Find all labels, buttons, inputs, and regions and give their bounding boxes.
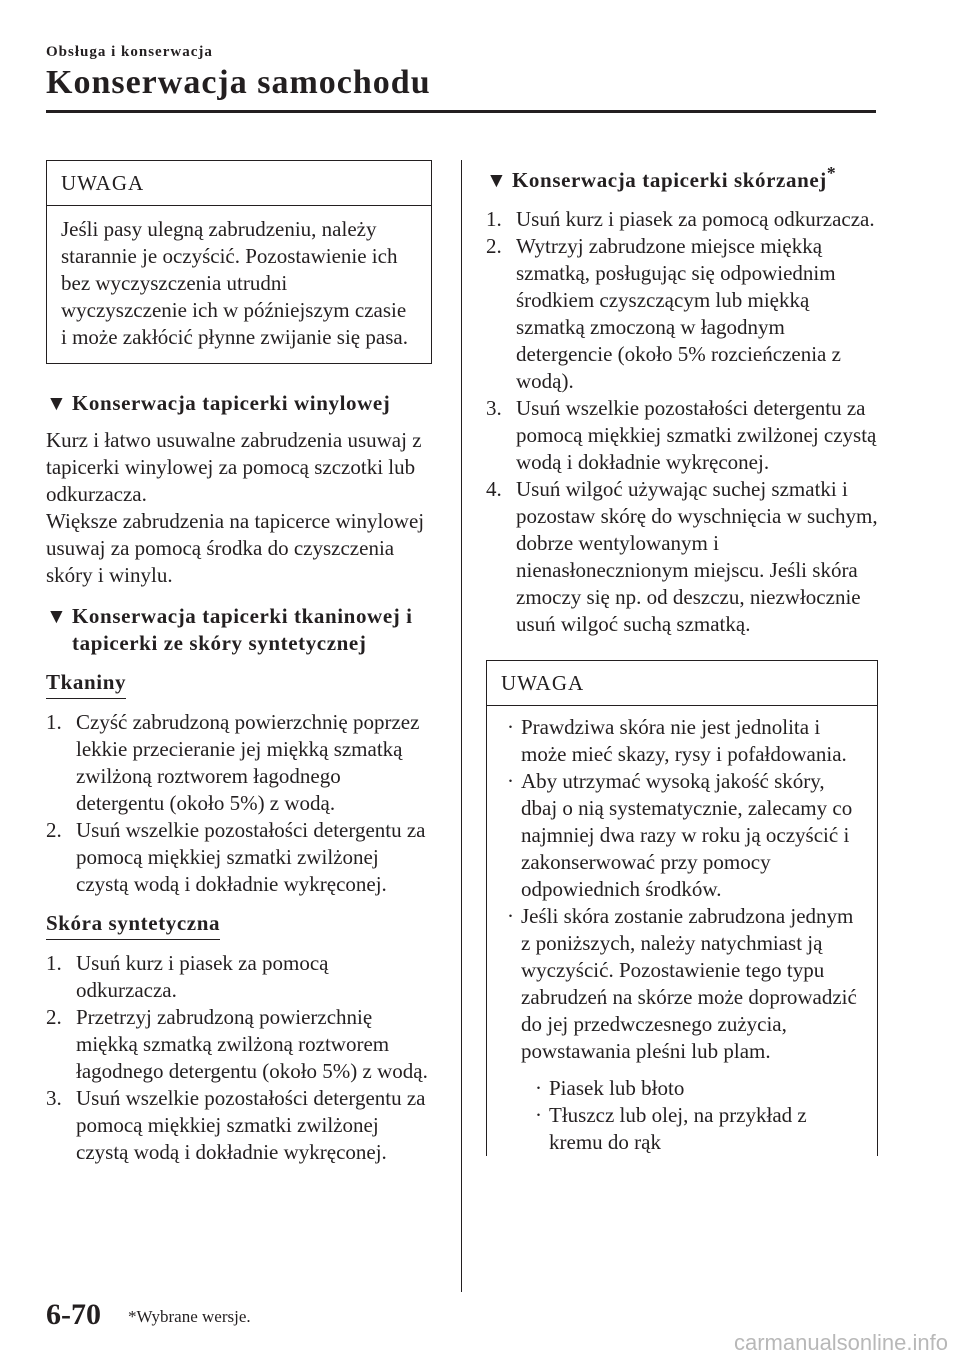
bullet-icon: · <box>535 1076 542 1100</box>
note-body <box>487 706 877 1156</box>
left-column <box>46 160 432 1166</box>
step-number: 2. <box>486 234 502 258</box>
step-text: Usuń kurz i piasek za pomocą odkurzacza. <box>76 951 329 1002</box>
step-number: 1. <box>46 951 62 975</box>
step-text: Usuń kurz i piasek za pomocą odkurzacza. <box>516 207 875 231</box>
subheading-synthetic-leather: Skóra syntetyczna <box>46 910 220 940</box>
step-text: Usuń wszelkie pozostałości detergentu za pomocą miękkiej szmatki zwilżonej czystą wodą i dokładnie wykręconej. <box>516 396 877 474</box>
step-number: 2. <box>46 818 62 842</box>
step-number: 3. <box>486 396 502 420</box>
paragraph: Większe zabrudzenia na tapicerce winylowej usuwaj za pomocą środka do czyszczenia skóry i winylu. <box>46 509 425 587</box>
list-item <box>46 817 432 898</box>
page-title: Konserwacja samochodu <box>46 64 431 101</box>
step-number: 1. <box>46 710 62 734</box>
section-label: Obsługa i konserwacja <box>46 44 213 60</box>
bullet-icon: · <box>507 715 514 739</box>
list-item <box>46 1004 432 1085</box>
list-item <box>46 1085 432 1166</box>
note-sub-bullet-list <box>501 1075 863 1156</box>
note-box-leather <box>486 660 878 1156</box>
note-title: UWAGA <box>47 161 431 206</box>
bullet-text: Aby utrzymać wysoką jakość skóry, dbaj o nią systematycznie, zalecamy co najmniej dwa razy w roku ją oczyścić i zakonserwować przy pomocy odpowiednich środków. <box>521 769 853 901</box>
step-text: Usuń wszelkie pozostałości detergentu za pomocą miękkiej szmatki zwilżonej czystą wodą i dokładnie wykręconej. <box>76 818 426 896</box>
step-number: 1. <box>486 207 502 231</box>
list-item <box>46 950 432 1004</box>
section-heading-fabric <box>46 603 432 657</box>
bullet-icon: · <box>535 1103 542 1127</box>
section-heading-text: Konserwacja tapicerki tkaninowej i tapicerki ze skóry syntetycznej <box>72 604 413 655</box>
list-item <box>501 768 863 903</box>
note-title: UWAGA <box>487 661 877 706</box>
note-bullet-list <box>501 714 863 1065</box>
step-text: Czyść zabrudzoną powierzchnię poprzez lekkie przecieranie jej miękką szmatką zwilżoną roztworem łagodnego detergentu (około 5%) z wodą. <box>76 710 420 815</box>
step-number: 4. <box>486 477 502 501</box>
section-heading-leather <box>486 160 878 194</box>
step-text: Przetrzyj zabrudzoną powierzchnię miękką szmatką zwilżoną roztworem łagodnego detergentu (około 5%) z wodą. <box>76 1005 428 1083</box>
triangle-marker-icon: ▼ <box>486 168 508 192</box>
column-divider <box>461 160 462 1292</box>
steps-list-synthetic <box>46 950 432 1166</box>
list-item <box>486 233 878 395</box>
bullet-text: Piasek lub błoto <box>549 1076 685 1100</box>
steps-list-fabrics <box>46 709 432 898</box>
optional-equipment-mark: * <box>826 163 837 183</box>
step-text: Wytrzyj zabrudzone miejsce miękką szmatką, posługując się odpowiednim środkiem czyszczącym lub miękką szmatką zmoczoną w łagodnym detergencie (około 5% rozcieńczenia z wodą). <box>516 234 841 393</box>
step-number: 3. <box>46 1086 62 1110</box>
note-body <box>47 206 431 363</box>
list-item <box>501 1102 863 1156</box>
step-text: Usuń wilgoć używając suchej szmatki i pozostaw skórę do wyschnięcia w suchym, dobrze wentylowanym i nienasłonecznionym miejscu. Jeśli skóra zmoczy się np. od deszczu, niezwłocznie usuń wilgoć suchą szmatką. <box>516 477 878 636</box>
list-item <box>486 206 878 233</box>
list-item <box>501 714 863 768</box>
list-item <box>46 709 432 817</box>
step-number: 2. <box>46 1005 62 1029</box>
section-heading-text: Konserwacja tapicerki skórzanej <box>512 168 827 192</box>
note-box-belts <box>46 160 432 364</box>
bullet-text: Tłuszcz lub olej, na przykład z kremu do rąk <box>549 1103 807 1154</box>
step-text: Usuń wszelkie pozostałości detergentu za pomocą miękkiej szmatki zwilżonej czystą wodą i dokładnie wykręconej. <box>76 1086 426 1164</box>
footnote: *Wybrane wersje. <box>128 1307 251 1326</box>
right-column <box>486 160 878 1156</box>
list-item <box>501 903 863 1065</box>
watermark: carmanualsonline.info <box>733 1330 948 1355</box>
page-number: 6-70 <box>46 1298 101 1331</box>
note-text: Jeśli pasy ulegną zabrudzeniu, należy starannie je oczyścić. Pozostawienie ich bez wyczyszczenia utrudni wyczyszczenie ich w późniejszym czasie i może zakłócić płynne zwijanie się pasa. <box>61 217 408 349</box>
list-item <box>486 476 878 638</box>
bullet-icon: · <box>507 904 514 928</box>
paragraph: Kurz i łatwo usuwalne zabrudzenia usuwaj z tapicerki winylowej za pomocą szczotki lub odkurzacza. <box>46 428 422 506</box>
triangle-marker-icon: ▼ <box>46 391 68 415</box>
bullet-text: Prawdziwa skóra nie jest jednolita i może mieć skazy, rysy i pofałdowania. <box>521 715 847 766</box>
triangle-marker-icon: ▼ <box>46 604 68 628</box>
section-heading-vinyl <box>46 390 432 417</box>
list-item <box>486 395 878 476</box>
bullet-text: Jeśli skóra zostanie zabrudzona jednym z poniższych, należy natychmiast ją wyczyścić. Pozostawienie tego typu zabrudzeń na skórze może doprowadzić do jej przedwczesnego zużycia, powstawania pleśni lub plam. <box>521 904 857 1063</box>
header-rule <box>46 110 876 113</box>
list-item <box>501 1075 863 1102</box>
subheading-fabrics: Tkaniny <box>46 669 126 699</box>
steps-list-leather <box>486 206 878 638</box>
bullet-icon: · <box>507 769 514 793</box>
section-heading-text: Konserwacja tapicerki winylowej <box>72 391 391 415</box>
